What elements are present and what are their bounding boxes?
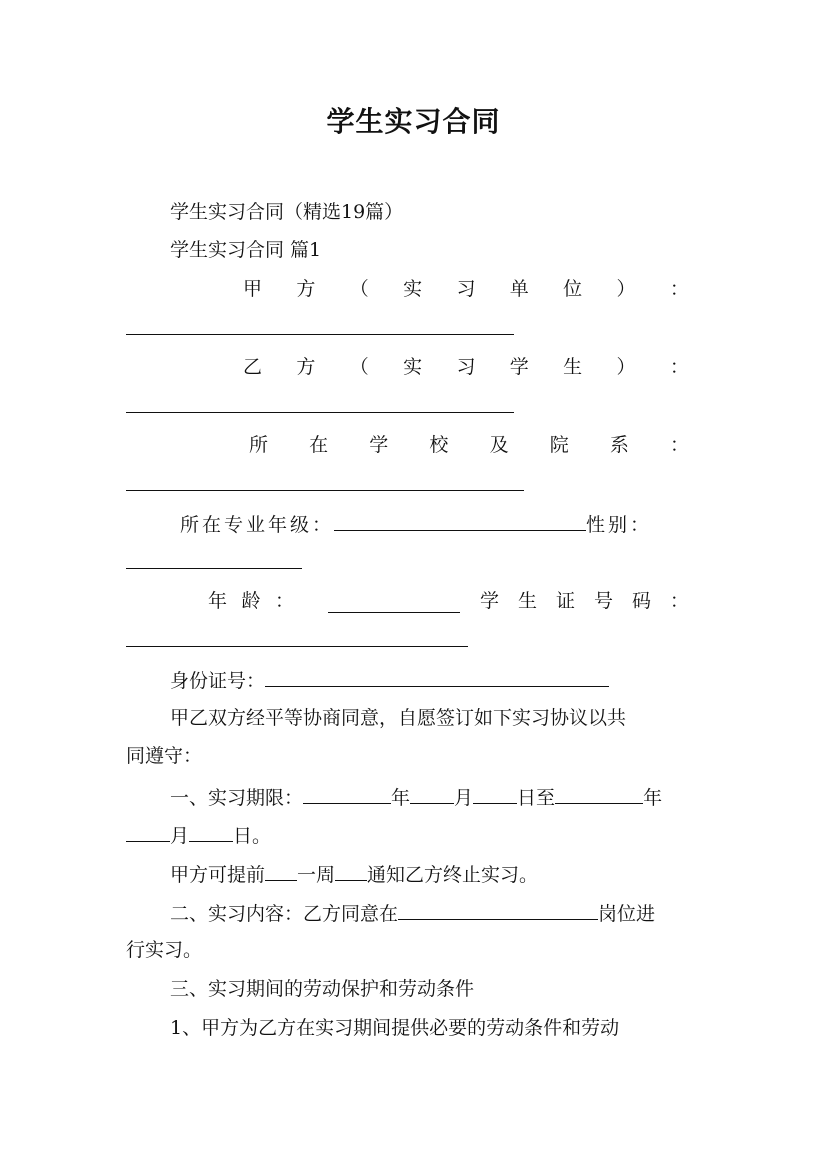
major-label: 所在专业年级： bbox=[180, 514, 335, 536]
period-line: 一、实习期限： 年 月 日至 年 bbox=[170, 784, 702, 810]
notice-field-2[interactable] bbox=[335, 861, 367, 881]
id-card-field[interactable] bbox=[265, 667, 609, 687]
document-subtitle: 学生实习合同（精选19篇） bbox=[170, 201, 404, 223]
start-month-field[interactable] bbox=[410, 784, 454, 804]
end-month-field[interactable] bbox=[126, 822, 170, 842]
school-field[interactable] bbox=[126, 490, 524, 491]
period-line-2: 月 日。 bbox=[126, 822, 702, 848]
end-day-field[interactable] bbox=[189, 822, 233, 842]
party-a-label: 甲 方 （ 实 习 单 位 ） ： bbox=[243, 278, 689, 300]
major-field[interactable] bbox=[334, 511, 586, 531]
position-field[interactable] bbox=[398, 900, 598, 920]
notice-field-1[interactable] bbox=[265, 861, 297, 881]
start-day-field[interactable] bbox=[473, 784, 517, 804]
period-label: 一、实习期限： bbox=[170, 787, 304, 809]
agreement-line-1: 甲乙双方经平等协商同意，自愿签订如下实习协议以共 bbox=[170, 707, 627, 729]
id-card-line bbox=[170, 667, 702, 693]
gender-label: 性别： bbox=[586, 514, 653, 536]
section-heading: 学生实习合同 篇1 bbox=[170, 239, 322, 261]
document-title: 学生实习合同 bbox=[326, 105, 501, 138]
section-3-heading: 三、实习期间的劳动保护和劳动条件 bbox=[170, 978, 475, 1000]
gender-field[interactable] bbox=[126, 568, 302, 569]
end-year-field[interactable] bbox=[555, 784, 643, 804]
id-card-label: 身份证号： bbox=[170, 670, 266, 692]
age-field[interactable] bbox=[328, 593, 460, 613]
age-label: 年 龄 ： bbox=[208, 590, 294, 612]
content-line: 二、实习内容：乙方同意在 岗位进 bbox=[170, 900, 702, 926]
age-studentid-line bbox=[208, 589, 689, 613]
major-gender-line bbox=[180, 511, 695, 537]
content-line-2: 行实习。 bbox=[126, 939, 203, 961]
student-id-field[interactable] bbox=[126, 646, 468, 647]
party-a-field[interactable] bbox=[126, 334, 514, 335]
party-b-field[interactable] bbox=[126, 412, 514, 413]
notice-line: 甲方可提前 一周 通知乙方终止实习。 bbox=[170, 861, 702, 887]
student-id-label: 学 生 证 号 码 ： bbox=[480, 590, 689, 612]
item-1-text: 1、甲方为乙方在实习期间提供必要的劳动条件和劳动 bbox=[170, 1017, 620, 1039]
agreement-line-2: 同遵守： bbox=[126, 745, 203, 767]
party-b-label: 乙 方 （ 实 习 学 生 ） ： bbox=[243, 356, 689, 378]
school-label: 所 在 学 校 及 院 系 ： bbox=[249, 434, 689, 456]
start-year-field[interactable] bbox=[303, 784, 391, 804]
